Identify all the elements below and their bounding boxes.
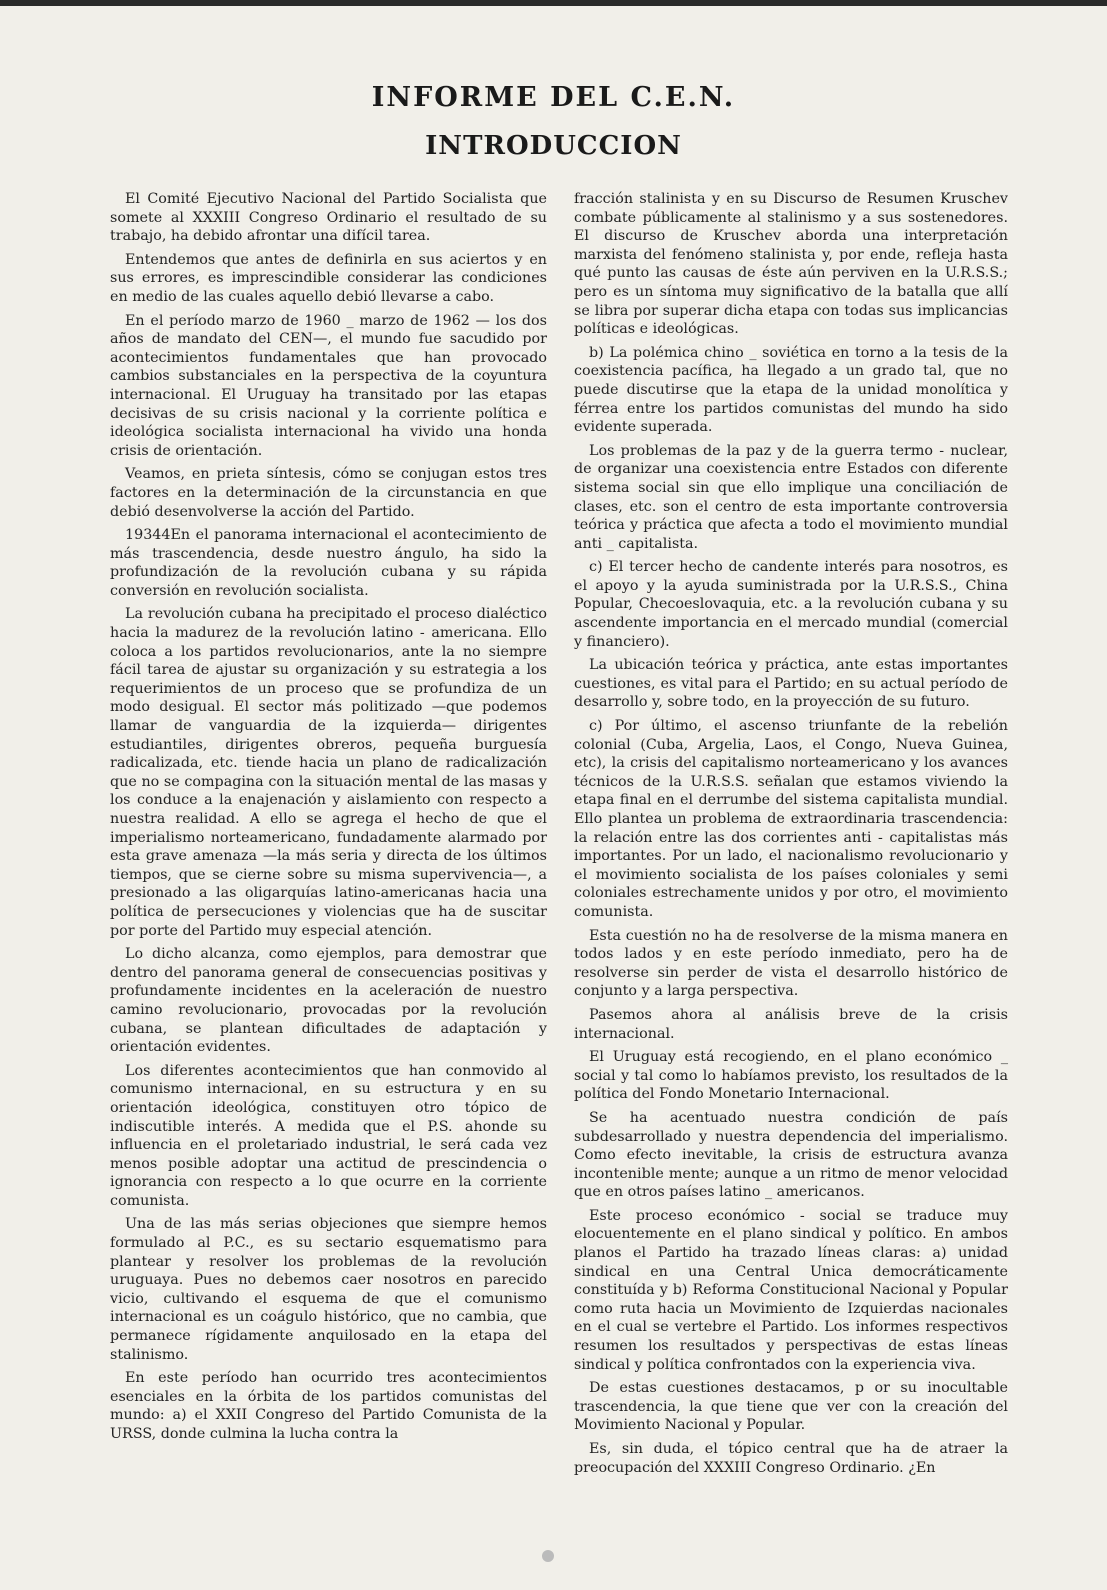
document-subtitle: INTRODUCCION: [425, 131, 682, 161]
page-footer-mark: [542, 1550, 554, 1562]
paragraph: La ubicación teórica y práctica, ante estas importantes cuestiones, es vital para el Partido; en su actual período de desarrollo y, sobre todo, en la proyección de su futuro.: [574, 657, 1008, 711]
paragraph: 19344En el panorama internacional el acontecimiento de más trascendencia, desde nuestro ángulo, ha sido la profundización de la revolución cubana y su rápida conversión en revolución socialista.: [110, 527, 547, 599]
paragraph: fracción stalinista y en su Discurso de Resumen Kruschev combate públicamente al stalinismo y a sus sostenedores. El discurso de Kruschev aborda una interpretación marxista del fenómeno stalinista y, por ende, refleja hasta qué punto las causas de éste aún perviven en la U.R.S.S.; pero es un síntoma muy significativo de la batalla que allí se libra por superar dicha etapa con todas sus implicancias políticas e ideológicas.: [574, 191, 1008, 338]
paragraph: El Comité Ejecutivo Nacional del Partido Socialista que somete al XXXIII Congreso Ordinario el resultado de su trabajo, ha debido afrontar una difícil tarea.: [110, 191, 547, 245]
paragraph: Los diferentes acontecimientos que han conmovido al comunismo internacional, en su estructura y en su orientación ideológica, constituyen otro tópico de indiscutible interés. A medida que el P.S. ahonde su influencia en el proletariado industrial, le será cada vez menos posible adoptar una actitud de prescindencia o ignorancia con respecto a lo que ocurre en la corriente comunista.: [110, 1062, 547, 1209]
paragraph: La revolución cubana ha precipitado el proceso dialéctico hacia la madurez de la revolución latino - americana. Ello coloca a los partidos revolucionarios, ante la no siempre fácil tarea de ajustar su organización y su estrategia a los requerimientos de un proceso que se profundiza de un modo desigual. El sector más politizado —que podemos llamar de vanguardia de la izquierda— dirigentes estudiantiles, dirigentes obreros, pequeña burguesía radicalizada, etc. tiende hacia un plano de radicalización que no se compagina con la situación mental de las masas y los conduce a la enajenación y aislamiento con respecto a nuestra realidad. A ello se agrega el hecho de que el imperialismo norteamericano, fundadamente alarmado por esta grave amenaza —la más seria y directa de los últimos tiempos, que se cierne sobre su misma supervivencia—, a presionado a las oligarquías latino-americanas hacia una política de persecuciones y violencias que ha de suscitar por porte del Partido muy especial atención.: [110, 606, 547, 939]
right-text-column: [574, 190, 1008, 1482]
document-title: INFORME DEL C.E.N.: [371, 82, 736, 113]
paragraph: El Uruguay está recogiendo, en el plano económico _ social y tal como lo habíamos previsto, los resultados de la política del Fondo Monetario Internacional.: [574, 1049, 1008, 1103]
document-header: [0, 82, 1107, 161]
paragraph: Veamos, en prieta síntesis, cómo se conjugan estos tres factores en la determinación de la circunstancia en que debió desenvolverse la acción del Partido.: [110, 466, 547, 520]
page-top-edge: [0, 0, 1107, 6]
paragraph: Lo dicho alcanza, como ejemplos, para demostrar que dentro del panorama general de consecuencias positivas y profundamente incidentes en la aceleración de nuestro camino revolucionario, provocadas por la revolución cubana, se plantean dificultades de adaptación y orientación evidentes.: [110, 946, 547, 1056]
paragraph: c) Por último, el ascenso triunfante de la rebelión colonial (Cuba, Argelia, Laos, el Congo, Nueva Guinea, etc), la crisis del capitalismo norteamericano y los avances técnicos de la U.R.S.S. señalan que estamos viviendo la etapa final en el derrumbe del sistema capitalista mundial. Ello plantea un problema de extraordinaria trascendencia: la relación entre las dos corrientes anti - capitalistas más importantes. Por un lado, el nacionalismo revolucionario y el movimiento socialista de los países coloniales y semi coloniales estrechamente unidos y por otro, el movimiento comunista.: [574, 718, 1008, 920]
paragraph: De estas cuestiones destacamos, p or su inocultable trascendencia, la que tiene que ver con la creación del Movimiento Nacional y Popular.: [574, 1380, 1008, 1434]
paragraph: Esta cuestión no ha de resolverse de la misma manera en todos lados y en este período inmediato, pero ha de resolverse sin perder de vista el desarrollo histórico de conjunto y a larga perspectiva.: [574, 927, 1008, 1000]
left-text-column: [110, 190, 547, 1449]
paragraph: Los problemas de la paz y de la guerra termo - nuclear, de organizar una coexistencia entre Estados con diferente sistema social sin que ello implique una conciliación de clases, etc. son el centro de esta importante controversia teórica y práctica que afecta a todo el movimiento mundial anti _ capitalista.: [574, 442, 1008, 552]
paragraph: Este proceso económico - social se traduce muy elocuentemente en el plano sindical y político. En ambos planos el Partido ha trazado líneas claras: a) unidad sindical en una Central Unica democráticamente constituída y b) Reforma Constitucional Nacional y Popular como ruta hacia un Movimiento de Izquierdas nacionales en el cual se vertebre el Partido. Los informes respectivos resumen los resultados y perspectivas de estas líneas sindical y política confrontados con la experiencia viva.: [574, 1207, 1008, 1373]
paragraph: c) El tercer hecho de candente interés para nosotros, es el apoyo y la ayuda suministrada por la U.R.S.S., China Popular, Checoeslovaquia, etc. a la revolución cubana y su ascendente importancia en el mercado mundial (comercial y financiero).: [574, 559, 1008, 650]
paragraph: Se ha acentuado nuestra condición de país subdesarrollado y nuestra dependencia del imperialismo. Como efecto inevitable, la crisis de estructura avanza incontenible mente; aunque a un ritmo de menor velocidad que en otros países latino _ americanos.: [574, 1109, 1008, 1201]
paragraph: Entendemos que antes de definirla en sus aciertos y en sus errores, es imprescindible considerar las condiciones en medio de las cuales aquello debió llevarse a cabo.: [110, 251, 547, 305]
paragraph: En el período marzo de 1960 _ marzo de 1962 — los dos años de mandato del CEN—, el mundo fue sacudido por acontecimientos fundamentales que han provocado cambios substanciales en la perspectiva de la coyuntura internacional. El Uruguay ha transitado por las etapas decisivas de su crisis nacional y la corriente política e ideológica socialista internacional ha vivido una honda crisis de orientación.: [110, 312, 547, 459]
paragraph: Es, sin duda, el tópico central que ha de atraer la preocupación del XXXIII Congreso Ordinario. ¿En: [574, 1441, 1008, 1476]
paragraph: b) La polémica chino _ soviética en torno a la tesis de la coexistencia pacífica, ha llegado a un grado tal, que no puede discutirse que la etapa de la unidad monolítica y férrea entre los partidos comunistas del mundo ha sido evidente superada.: [574, 344, 1008, 436]
paragraph: Una de las más serias objeciones que siempre hemos formulado al P.C., es su sectario esquematismo para plantear y resolver los problemas de la revolución uruguaya. Pues no debemos caer nosotros en parecido vicio, cultivando el esquema de que el comunismo internacional es un coágulo histórico, que no cambia, que permanece rígidamente anquilosado en la etapa del stalinismo.: [110, 1216, 547, 1363]
paragraph: En este período han ocurrido tres acontecimientos esenciales en la órbita de los partidos comunistas del mundo: a) el XXII Congreso del Partido Comunista de la URSS, donde culmina la lucha contra la: [110, 1370, 547, 1442]
paragraph: Pasemos ahora al análisis breve de la crisis internacional.: [574, 1006, 1008, 1042]
